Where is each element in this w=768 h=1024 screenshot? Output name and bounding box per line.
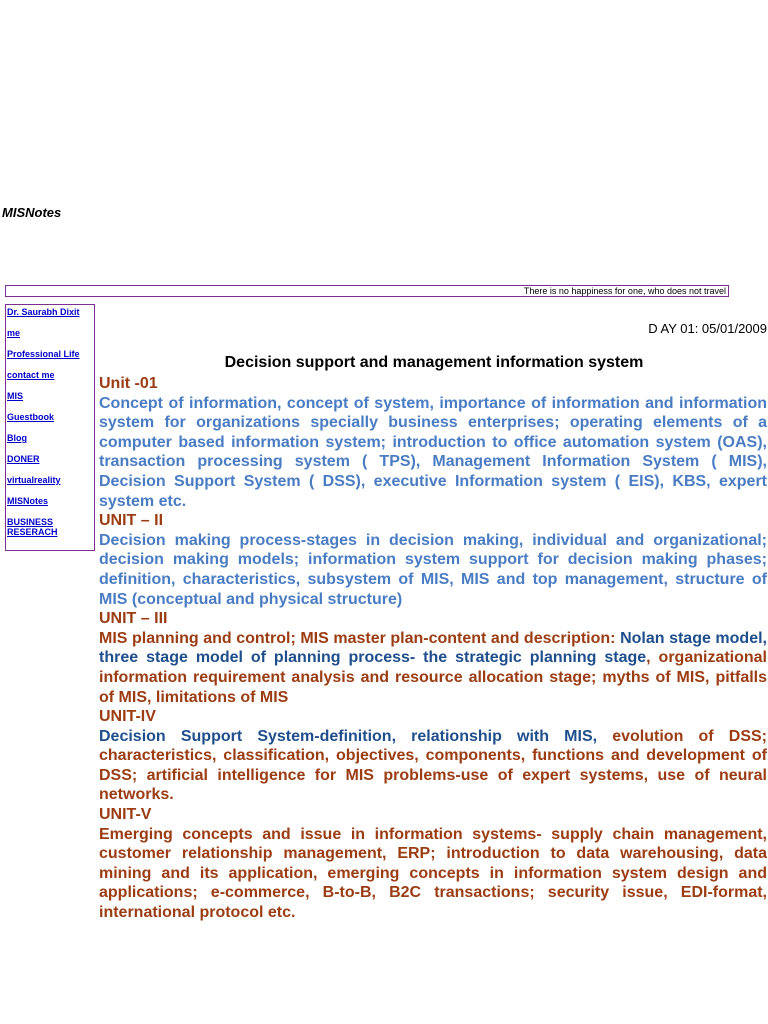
nav-link-blog[interactable]: Blog — [7, 433, 27, 443]
unit-description — [99, 531, 767, 609]
nav-link-guestbook[interactable]: Guestbook — [7, 412, 55, 422]
site-title: MISNotes — [2, 205, 62, 220]
unit-description — [99, 727, 767, 805]
nav-link-virtualreality[interactable]: virtualreality — [7, 475, 61, 485]
unit-title: UNIT-V — [99, 806, 152, 824]
marquee-banner — [5, 285, 729, 297]
unit-text-segment: Emerging concepts and issue in information systems- supply chain management, customer relationship management, ERP; introduction to data warehousing, data mining and its application, emerging concepts in information system design and applications; e-commerce, B-to-B, B2C transactions; security issue, EDI-format, international protocol etc. — [99, 825, 767, 922]
unit-description — [99, 394, 767, 512]
nav-link-doner[interactable]: DONER — [7, 454, 40, 464]
unit-text-segment: MIS planning and control; MIS master plan-content and description: — [99, 629, 621, 647]
nav-link-misnotes[interactable]: MISNotes — [7, 496, 49, 506]
unit-text-segment: , organizational information requirement analysis and resource allocation stage; myths of MIS, pitfalls of MIS, limitations of MIS — [99, 649, 767, 706]
page-heading: Decision support and management information system — [224, 354, 644, 371]
unit-title: UNIT – III — [99, 610, 168, 628]
nav-link-mis[interactable]: MIS — [7, 391, 24, 401]
unit-title: Unit -01 — [99, 375, 158, 392]
nav-link-dr-saurabh-dixit[interactable]: Dr. Saurabh Dixit — [7, 307, 80, 317]
unit-text-segment: Decision Support System-definition, relationship with MIS, — [99, 727, 613, 745]
day-label: D AY 01: 05/01/2009 — [648, 321, 767, 336]
unit-text-segment: Decision making process-stages in decision making, individual and organizational; decision making models; information system support for decision making phases; definition, characteristics, subsystem of MIS, MIS and top management, structure of MIS (conceptual and physical structure) — [99, 531, 767, 608]
unit-title: UNIT-IV — [99, 708, 156, 726]
nav-link-contact-me[interactable]: contact me — [7, 370, 55, 380]
nav-link-me[interactable]: me — [7, 328, 21, 338]
sidebar-nav — [5, 304, 95, 551]
unit-text-segment: Concept of information, concept of system, importance of information and information system for organizations specially business enterprises; operating elements of a computer based information system; introduction to office automation system (OAS), transaction processing system ( TPS), Management Information System ( MIS), Decision Support System ( DSS), executive Information system ( EIS), KBS, expert system etc. — [99, 394, 767, 510]
marquee-text: There is no happiness for one, who does not travel — [523, 286, 726, 296]
nav-link-business-reserach[interactable]: BUSINESS RESERACH — [7, 517, 58, 537]
unit-text-segment: Nolan stage model, three stage model of planning process- the strategic planning stage — [99, 629, 767, 667]
nav-link-professional-life[interactable]: Professional Life — [7, 349, 80, 359]
syllabus-content — [99, 374, 767, 923]
unit-description — [99, 825, 767, 923]
unit-title: UNIT – II — [99, 512, 164, 530]
unit-description — [99, 629, 767, 707]
unit-text-segment: evolution of DSS; characteristics, classification, objectives, components, functions and development of DSS; artificial intelligence for MIS problems-use of expert systems, use of neural networks. — [99, 727, 767, 804]
